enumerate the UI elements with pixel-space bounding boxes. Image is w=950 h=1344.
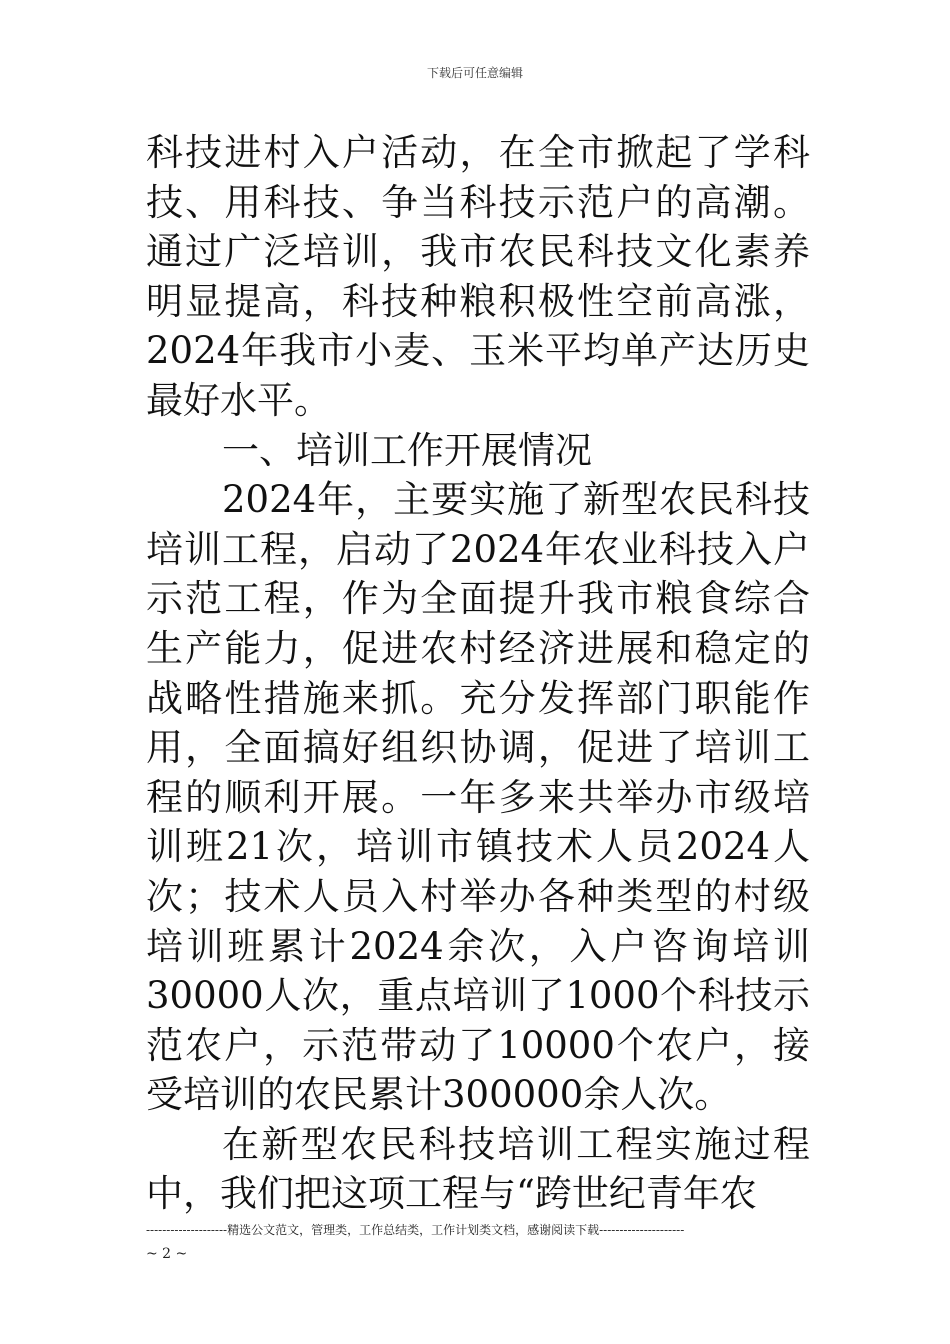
page-footer: --------------------精选公文范文，管理类，工作总结类，工作计划类文档，感谢阅读下载--------------------- <box>146 1223 685 1237</box>
paragraph-3: 在新型农民科技培训工程实施过程中，我们把这项工程与“跨世纪青年农 <box>146 1122 810 1216</box>
page-number: ~ 2 ~ <box>146 1246 188 1262</box>
page-header: 下载后可任意编辑 <box>426 66 523 80</box>
document-body <box>146 128 810 1219</box>
paragraph-2: 2024年，主要实施了新型农民科技培训工程，启动了2024年农业科技入户示范工程，作为全面提升我市粮食综合生产能力，促进农村经济进展和稳定的战略性措施来抓。充分发挥部门职能作用，全面搞好组织协调，促进了培训工程的顺利开展。一年多来共举办市级培训班21次，培训市镇技术人员2024人次；技术人员入村举办各种类型的村级培训班累计2024余次，入户咨询培训30000人次，重点培训了1000个科技示范农户，示范带动了10000个农户，接受培训的农民累计300000余人次。 <box>146 478 810 1117</box>
section-heading: 一、培训工作开展情况 <box>222 428 592 472</box>
paragraph-1: 科技进村入户活动，在全市掀起了学科技、用科技、争当科技示范户的高潮。通过广泛培训，我市农民科技文化素养明显提高，科技种粮积极性空前高涨，2024年我市小麦、玉米平均单产达历史最好水平。 <box>146 131 810 422</box>
